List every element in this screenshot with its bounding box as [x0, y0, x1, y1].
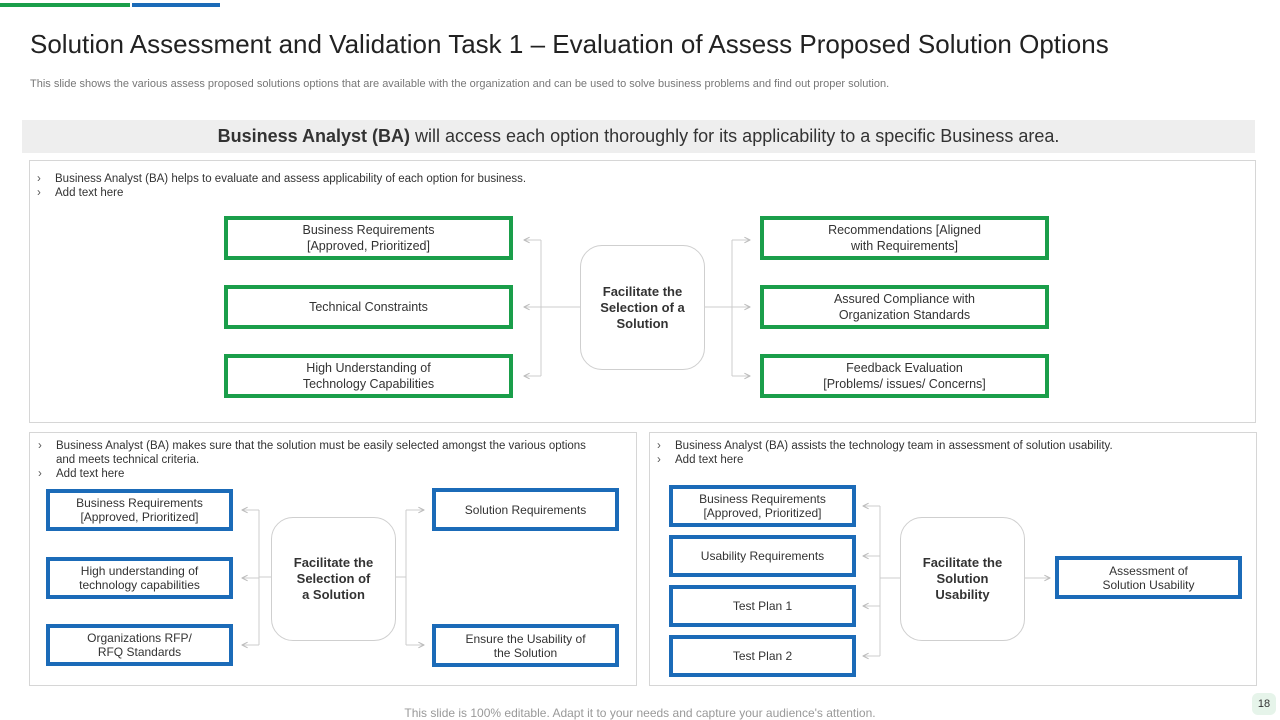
bl-left-box-rfp-standards: Organizations RFP/ RFQ Standards [46, 624, 233, 666]
bl-left-box-business-requirements: Business Requirements [Approved, Prioritized] [46, 489, 233, 531]
bottom-left-bullet-2: › Add text here [38, 468, 125, 480]
chevron-right-icon: › [38, 440, 42, 452]
banner-bold-text: Business Analyst (BA) [217, 126, 411, 146]
bl-right-box-solution-requirements: Solution Requirements [432, 488, 619, 531]
bl-left-box-technology-capabilities: High understanding of technology capabilities [46, 557, 233, 599]
top-bullet-1: › Business Analyst (BA) helps to evaluate and assess applicability of each option for business. [37, 173, 527, 185]
chevron-right-icon: › [657, 454, 661, 466]
banner [22, 120, 1255, 153]
chevron-right-icon: › [657, 440, 661, 452]
banner-text: will access each option thoroughly for its applicability to a specific Business area. [410, 126, 1060, 146]
top-left-box-technical-constraints: Technical Constraints [224, 285, 513, 329]
top-left-box-technology-capabilities: High Understanding of Technology Capabilities [224, 354, 513, 398]
top-left-box-business-requirements: Business Requirements [Approved, Prioritized] [224, 216, 513, 260]
page-subtitle: This slide shows the various assess proposed solutions options that are available with the organization and can be used to solve business problems and find out proper solution. [30, 78, 890, 90]
chevron-right-icon: › [38, 468, 42, 480]
top-right-box-compliance: Assured Compliance with Organization Standards [760, 285, 1049, 329]
top-bullet-2: › Add text here [37, 187, 124, 199]
footer-note: This slide is 100% editable. Adapt it to your needs and capture your audience's attention. [404, 706, 876, 720]
page-number: 18 [1252, 693, 1276, 715]
page-title: Solution Assessment and Validation Task 1 – Evaluation of Assess Proposed Solution Options [30, 29, 1109, 59]
accent-bar-green [0, 3, 130, 7]
br-center-node: Facilitate the Solution Usability [900, 517, 1025, 641]
bl-center-node: Facilitate the Selection of a Solution [271, 517, 396, 641]
top-right-box-feedback: Feedback Evaluation [Problems/ issues/ Concerns] [760, 354, 1049, 398]
br-left-box-usability-requirements: Usability Requirements [669, 535, 856, 577]
br-left-box-business-requirements: Business Requirements [Approved, Prioritized] [669, 485, 856, 527]
chevron-right-icon: › [37, 187, 41, 199]
chevron-right-icon: › [37, 173, 41, 185]
accent-bar-blue [132, 3, 220, 7]
bl-right-box-ensure-usability: Ensure the Usability of the Solution [432, 624, 619, 667]
bottom-right-bullet-1: › Business Analyst (BA) assists the technology team in assessment of solution usability. [657, 440, 1113, 452]
br-left-box-test-plan-2: Test Plan 2 [669, 635, 856, 677]
bottom-left-bullet-1: › Business Analyst (BA) makes sure that the solution must be easily selected amongst the various options and meets technical criteria. [38, 440, 586, 466]
br-right-box-assessment: Assessment of Solution Usability [1055, 556, 1242, 599]
top-center-node: Facilitate the Selection of a Solution [580, 245, 705, 370]
top-right-box-recommendations: Recommendations [Aligned with Requirements] [760, 216, 1049, 260]
br-left-box-test-plan-1: Test Plan 1 [669, 585, 856, 627]
bottom-right-bullet-2: › Add text here [657, 454, 744, 466]
